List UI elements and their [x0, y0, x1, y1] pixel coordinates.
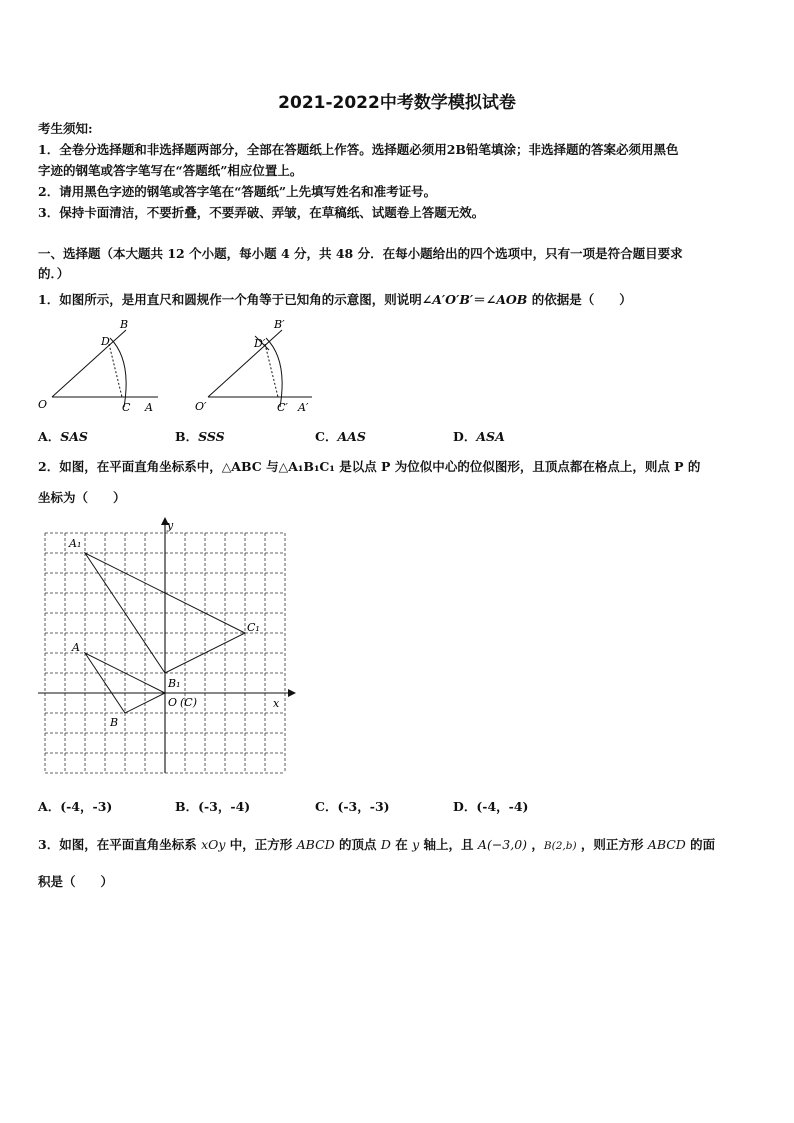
q1-option-d[interactable]: D．ASA — [453, 429, 505, 444]
q2-option-a[interactable]: A．(-4，-3) — [38, 799, 113, 814]
q2-label-x: x — [273, 697, 280, 710]
q2-option-b[interactable]: B．(-3，-4) — [175, 799, 251, 814]
notice-line-2: 字迹的钢笔或答字笔写在“答题纸”相应位置上。 — [38, 163, 303, 178]
q2-label-y: y — [167, 519, 174, 532]
q1-label-o: O — [38, 398, 48, 411]
q1-label-d-prime: D′ — [254, 337, 266, 350]
q2-label-b: B — [110, 716, 119, 729]
notice-heading: 考生须知: — [38, 121, 93, 136]
notice-line-1: 1．全卷分选择题和非选择题两部分，全部在答题纸上作答。选择题必须用2B铅笔填涂；非选择题的答案必须用黑色 — [38, 142, 679, 157]
q2-stem-line-2: 坐标为（ ） — [38, 490, 126, 505]
q1-label-o-prime: O′ — [195, 400, 207, 413]
q2-label-c1: C₁ — [247, 621, 260, 634]
q2-label-a1: A₁ — [69, 537, 82, 550]
q1-option-c[interactable]: C．AAS — [315, 429, 366, 444]
q1-option-a[interactable]: A．SAS — [38, 429, 88, 444]
q1-label-c: C — [122, 401, 131, 414]
q1-label-b-prime: B′ — [274, 318, 285, 331]
q2-label-a: A — [72, 641, 80, 654]
q2-option-d[interactable]: D．(-4，-4) — [453, 799, 529, 814]
section-heading-line-1: 一、选择题（本大题共 12 个小题，每小题 4 分，共 48 分．在每小题给出的四个选项中，只有一项是符合题目要求 — [38, 246, 683, 261]
page-title: 2021-2022中考数学模拟试卷 — [278, 93, 516, 113]
notice-line-4: 3．保持卡面清洁，不要折叠，不要弄破、弄皱，在草稿纸、试题卷上答题无效。 — [38, 205, 485, 220]
q2-label-oc: (C) — [180, 696, 197, 709]
q2-option-c[interactable]: C．(-3，-3) — [315, 799, 390, 814]
q1-stem: 1．如图所示，是用直尺和圆规作一个角等于已知角的示意图，则说明∠A′O′B′＝∠AOB 的依据是（ ） — [38, 292, 632, 307]
q2-label-b1: B₁ — [168, 677, 181, 690]
q3-stem-line-2: 积是（ ） — [38, 874, 114, 889]
q1-option-b[interactable]: B．SSS — [175, 429, 225, 444]
q1-label-b: B — [120, 318, 129, 331]
q1-label-d: D — [101, 335, 110, 348]
q1-label-a: A — [145, 401, 153, 414]
q3-stem-line-1: 3．如图，在平面直角坐标系 xOy 中，正方形 ABCD 的顶点 D 在 y 轴上，且 A(−3,0) ，B(2,b) ，则正方形 ABCD 的面 — [38, 837, 716, 852]
q2-figure — [38, 515, 303, 777]
q2-label-o: O — [168, 696, 178, 709]
q1-label-a-prime: A′ — [298, 401, 309, 414]
q1-figure — [30, 312, 330, 422]
section-heading-line-2: 的．） — [38, 266, 70, 281]
q2-stem-line-1: 2．如图，在平面直角坐标系中，△ABC 与△A₁B₁C₁ 是以点 P 为位似中心的位似图形，且顶点都在格点上，则点 P 的 — [38, 459, 701, 474]
q1-label-c-prime: C′ — [277, 401, 288, 414]
notice-line-3: 2．请用黑色字迹的钢笔或答字笔在“答题纸”上先填写姓名和准考证号。 — [38, 184, 437, 199]
